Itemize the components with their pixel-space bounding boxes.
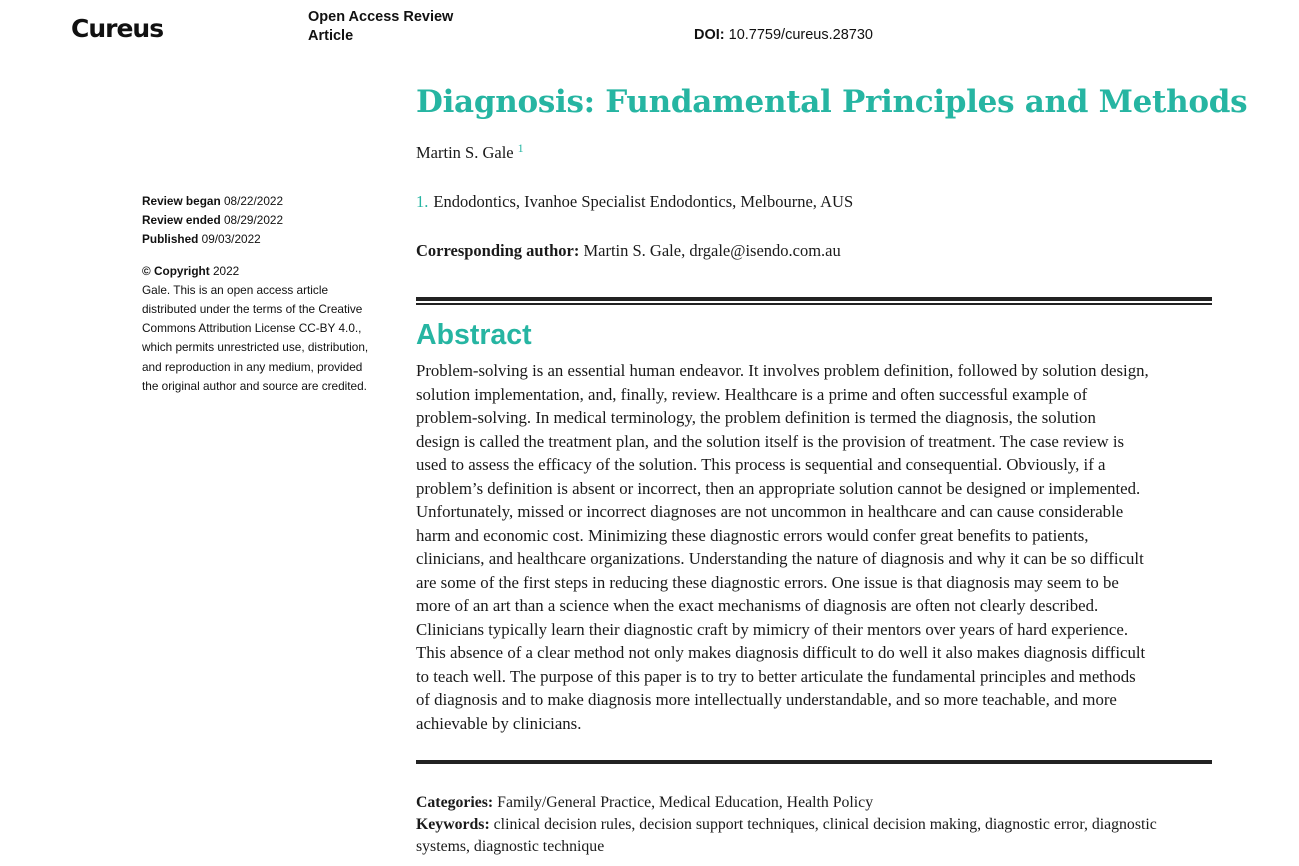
article-meta: [416, 792, 1216, 858]
license-line: and reproduction in any medium, provided: [142, 359, 363, 374]
article-type-line1: Open Access Review: [308, 9, 454, 25]
abstract-line: of diagnosis and to make diagnosis more intellectually understandable, and so more teachable, and more: [416, 690, 1117, 709]
affiliation: [416, 192, 853, 212]
journal-logo[interactable]: Cureus: [71, 14, 164, 43]
published-date: 09/03/2022: [201, 232, 261, 247]
abstract-line: Clinicians typically learn their diagnostic craft by mimicry of their mentors over years of hard experience.: [416, 619, 1129, 639]
section-divider-double: [416, 297, 1212, 305]
review-began-date: 08/22/2022: [223, 194, 284, 208]
author-name[interactable]: Martin S. Gale: [416, 143, 514, 162]
article-type: [308, 8, 453, 46]
abstract-line: used to assess the efficacy of the solution. This process is sequential and consequential. Obviously, if a: [416, 455, 1106, 474]
doi-link[interactable]: 10.7759/cureus.28730: [728, 27, 873, 43]
author-affiliation-ref[interactable]: 1: [517, 141, 524, 155]
abstract-line: harm and economic cost. Minimizing these diagnostic errors would confer great benefits to patients,: [416, 525, 1089, 545]
abstract-line: to teach well. The purpose of this paper is to try to better articulate the fundamental principles and methods: [416, 666, 1136, 686]
abstract-heading: Abstract: [416, 319, 532, 351]
license-line: the original author and source are credited.: [142, 378, 367, 393]
published-label: Published: [142, 232, 199, 247]
copyright-block: [142, 262, 387, 396]
review-began: [142, 192, 387, 211]
abstract-line: achievable by clinicians.: [416, 713, 582, 733]
license-line: which permits unrestricted use, distribution,: [142, 340, 369, 355]
published: [142, 230, 387, 249]
abstract-line: clinicians, and healthcare organizations. Understanding the nature of diagnosis and why it can be so difficult: [416, 549, 1144, 568]
abstract-line: problem’s definition is absent or incorrect, then an appropriate solution cannot be designed or implemented.: [416, 478, 1141, 498]
keywords-label: Keywords:: [416, 816, 490, 833]
keywords: [416, 814, 1216, 836]
abstract-line: are some of the first steps in reducing these diagnostic errors. One issue is that diagnosis may seem to be: [416, 572, 1119, 592]
abstract-line: This absence of a clear method not only makes diagnosis difficult to do well it also makes diagnosis difficult: [416, 643, 1146, 662]
abstract-line: design is called the treatment plan, and the solution itself is the provision of treatment. The case review is: [416, 431, 1125, 451]
review-ended-date: 08/29/2022: [223, 213, 284, 228]
affiliation-text: Endodontics, Ivanhoe Specialist Endodontics, Melbourne, AUS: [433, 192, 854, 211]
abstract-line: Problem-solving is an essential human endeavor. It involves problem definition, followed by solution design,: [416, 361, 1149, 380]
categories-value: Family/General Practice, Medical Education, Health Policy: [497, 794, 874, 811]
corresponding-value[interactable]: Martin S. Gale, drgale@isendo.com.au: [583, 241, 841, 260]
doi-label: DOI:: [694, 27, 725, 43]
keywords-value-line1: clinical decision rules, decision support techniques, clinical decision making, diagnostic error, diagnostic: [493, 816, 1157, 833]
copyright-year: 2022: [212, 263, 240, 278]
corresponding-author: [416, 241, 841, 261]
corresponding-label: Corresponding author:: [416, 241, 580, 260]
abstract-line: problem-solving. In medical terminology, the problem definition is termed the diagnosis, the solution: [416, 408, 1096, 427]
license-line: Commons Attribution License CC-BY 4.0.,: [142, 321, 362, 336]
abstract-line: more of an art than a science when the exact mechanisms of diagnosis are often not clearly described.: [416, 596, 1099, 615]
article-type-line2: Article: [308, 28, 354, 44]
abstract-line: Unfortunately, missed or incorrect diagnoses are not uncommon in healthcare and can cause considerable: [416, 502, 1124, 521]
categories: [416, 792, 1216, 814]
copyright-label: © Copyright: [142, 263, 210, 278]
author-line: [416, 141, 524, 163]
license-line: distributed under the terms of the Creative: [142, 302, 363, 317]
publication-sidebar: [142, 192, 387, 396]
copyright-line: [142, 262, 387, 281]
review-ended: [142, 211, 387, 230]
doi: [694, 27, 873, 43]
abstract-body: [416, 359, 1216, 735]
section-divider: [416, 760, 1212, 764]
keywords-value-line2: systems, diagnostic technique: [416, 838, 605, 855]
license-line: Gale. This is an open access article: [142, 282, 329, 297]
affiliation-number: 1.: [416, 192, 429, 211]
abstract-line: solution implementation, and, finally, review. Healthcare is a prime and often successful example of: [416, 384, 1088, 404]
review-ended-label: Review ended: [142, 213, 221, 228]
review-began-label: Review began: [142, 194, 221, 208]
article-title: Diagnosis: Fundamental Principles and Methods: [416, 84, 1248, 120]
categories-label: Categories:: [416, 794, 494, 811]
